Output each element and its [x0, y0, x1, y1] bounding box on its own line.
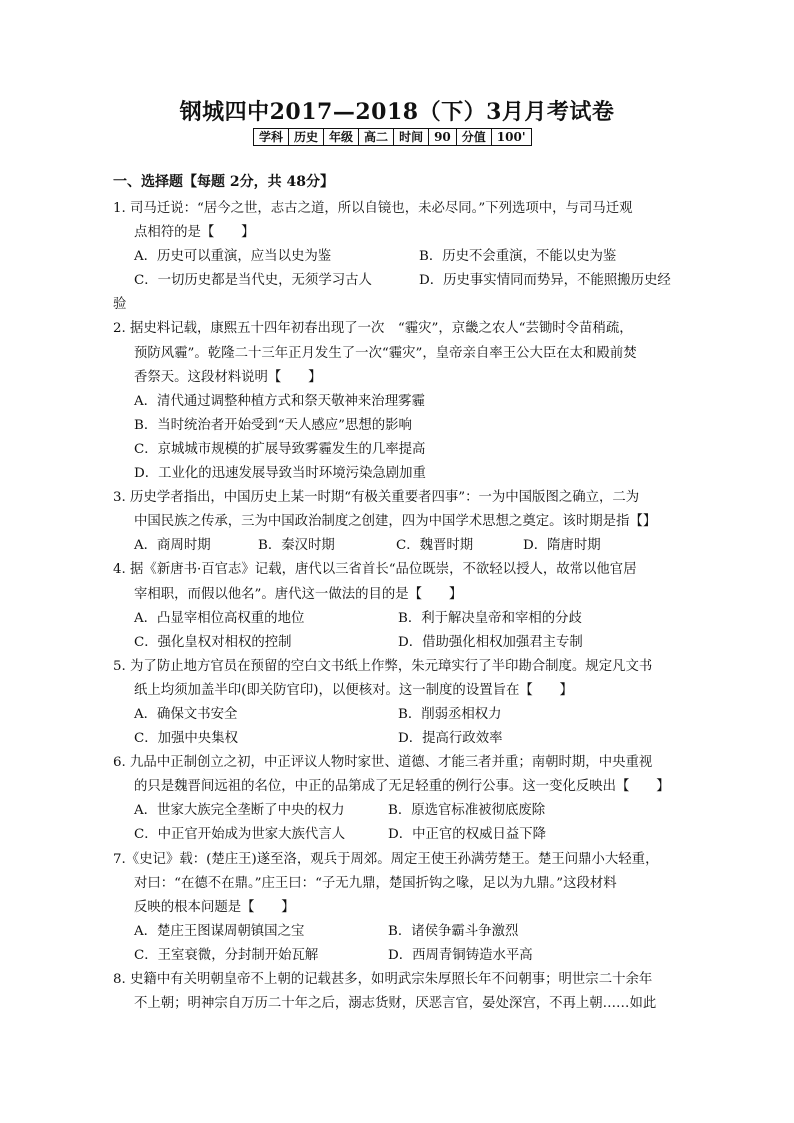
info-cell-time-label: 时间 [394, 129, 429, 146]
option-b: B．原选官标准被彻底废除 [388, 803, 546, 819]
option-d: D．工业化的迅速发展导致当时环境污染急剧加重 [134, 466, 426, 482]
question-stem-line: 6. 九品中正制创立之初，中正评议人物时家世、道德、才能三者并重；南朝时期，中央重视 [113, 755, 653, 771]
question-4 [113, 558, 685, 654]
question-2 [113, 317, 685, 486]
option-c: C．王室衰微，分封制开始瓦解 [134, 947, 319, 963]
option-b: B．削弱丞相权力 [398, 706, 502, 722]
question-stem-line: 香祭天。这段材料说明【 】 [134, 369, 322, 385]
question-stem-line: 7.《史记》载：(楚庄王)遂至洛，观兵于周郊。周定王使王孙满劳楚王。楚王问鼎小大轻重， [113, 851, 659, 867]
option-b: B．秦汉时期 [258, 538, 335, 554]
info-cell-time: 90 [429, 129, 457, 146]
option-c: C．一切历史都是当代史，无须学习古人 [134, 273, 372, 289]
question-8 [113, 968, 685, 1016]
option-b: B．当时统治者开始受到“天人感应”思想的影响 [134, 417, 412, 433]
question-stem-line: 2. 据史料记载，康熙五十四年初春出现了一次 “霾灾”，京畿之农人“芸锄时令苗稍疏， [113, 321, 633, 337]
question-stem-line: 反映的根本问题是【 】 [134, 899, 295, 915]
question-stem-line: 的只是魏晋间远祖的名位，中正的品第成了无足轻重的例行公事。这一变化反映出【 】 [134, 779, 670, 795]
option-d: D．提高行政效率 [398, 731, 503, 747]
info-cell-score: 100' [491, 129, 531, 146]
question-stem-line: 4. 据《新唐书·百官志》记载，唐代以三省首长“品位既崇，不欲轻以授人，故常以他官居 [113, 562, 637, 578]
question-stem-line: 中国民族之传承，三为中国政治制度之创建，四为中国学术思想之奠定。该时期是指【】 [134, 514, 657, 530]
question-stem-line: 对曰：“在德不在鼎。”庄王曰：“子无九鼎，楚国折钩之喙，足以为九鼎。”这段材料 [134, 875, 617, 891]
question-stem-line: 3. 历史学者指出，中国历史上某一时期“有极关重要者四事”：一为中国版图之确立，二为 [113, 490, 640, 506]
option-a: A．世家大族完全垄断了中央的权力 [134, 803, 345, 819]
question-list [113, 197, 685, 1016]
question-3 [113, 486, 685, 558]
option-c: C．强化皇权对相权的控制 [134, 634, 292, 650]
exam-info-table [253, 128, 532, 146]
option-b: B．历史不会重演，不能以史为鉴 [419, 249, 617, 265]
option-continuation: 验 [113, 297, 127, 313]
info-cell-subject-label: 学科 [254, 129, 289, 146]
option-d: D．隋唐时期 [523, 538, 601, 554]
option-c: C．加强中央集权 [134, 731, 238, 747]
option-a: A．历史可以重演，应当以史为鉴 [134, 249, 332, 265]
option-d: D．历史事实情同而势异，不能照搬历史经 [419, 273, 671, 289]
question-stem-line: 点相符的是【 】 [134, 225, 255, 241]
option-d: D．西周青铜铸造水平高 [388, 947, 533, 963]
question-stem-line: 5. 为了防止地方官员在预留的空白文书纸上作弊，朱元璋实行了半印勘合制度。规定凡文书 [113, 658, 653, 674]
info-cell-grade-label: 年级 [324, 129, 359, 146]
option-d: D．中正官的权威日益下降 [388, 827, 547, 843]
question-7 [113, 848, 685, 968]
question-5 [113, 655, 685, 751]
option-a: A．商周时期 [134, 538, 211, 554]
option-c: C．京城城市规模的扩展导致雾霾发生的几率提高 [134, 441, 426, 457]
question-stem-line: 不上朝；明神宗自万历二十年之后，溺志货财，厌恶言官，晏处深宫，不再上朝……如此 [134, 996, 657, 1012]
option-d: D．借助强化相权加强君主专制 [398, 634, 583, 650]
section-heading: 一、选择题【每题 2分，共 48分】 [113, 174, 334, 190]
question-6 [113, 751, 685, 847]
question-stem-line: 8. 史籍中有关明朝皇帝不上朝的记载甚多，如明武宗朱厚照长年不问朝事；明世宗二十余年 [113, 972, 653, 987]
question-stem-line: 纸上均须加盖半印(即关防官印)，以便核对。这一制度的设置旨在【 】 [134, 682, 573, 698]
option-b: B．利于解决皇帝和宰相的分歧 [398, 610, 582, 626]
option-c: C．魏晋时期 [396, 538, 474, 554]
option-c: C．中正官开始成为世家大族代言人 [134, 827, 346, 843]
question-stem-line: 宰相职，而假以他名”。唐代这一做法的目的是【 】 [134, 586, 463, 602]
option-a: A．楚庄王图谋周朝镇国之宝 [134, 923, 305, 939]
option-b: B．诸侯争霸斗争激烈 [388, 923, 519, 939]
info-cell-grade: 高二 [359, 129, 394, 146]
question-1 [113, 197, 685, 317]
info-cell-subject: 历史 [289, 129, 324, 146]
question-stem-line: 1. 司马迁说：“居今之世，志古之道，所以自镜也，未必尽同。”下列选项中，与司马迁观 [113, 201, 633, 216]
exam-title: 钢城四中2017—2018（下）3月月考试卷 [179, 99, 615, 125]
question-stem-line: 预防风霾”。乾隆二十三年正月发生了一次“霾灾”，皇帝亲自率王公大臣在太和殿前焚 [134, 345, 637, 361]
option-a: A．清代通过调整种植方式和祭天敬神来治理雾霾 [134, 393, 425, 409]
option-a: A．确保文书安全 [134, 706, 238, 722]
info-cell-score-label: 分值 [456, 129, 491, 146]
option-a: A．凸显宰相位高权重的地位 [134, 610, 305, 626]
